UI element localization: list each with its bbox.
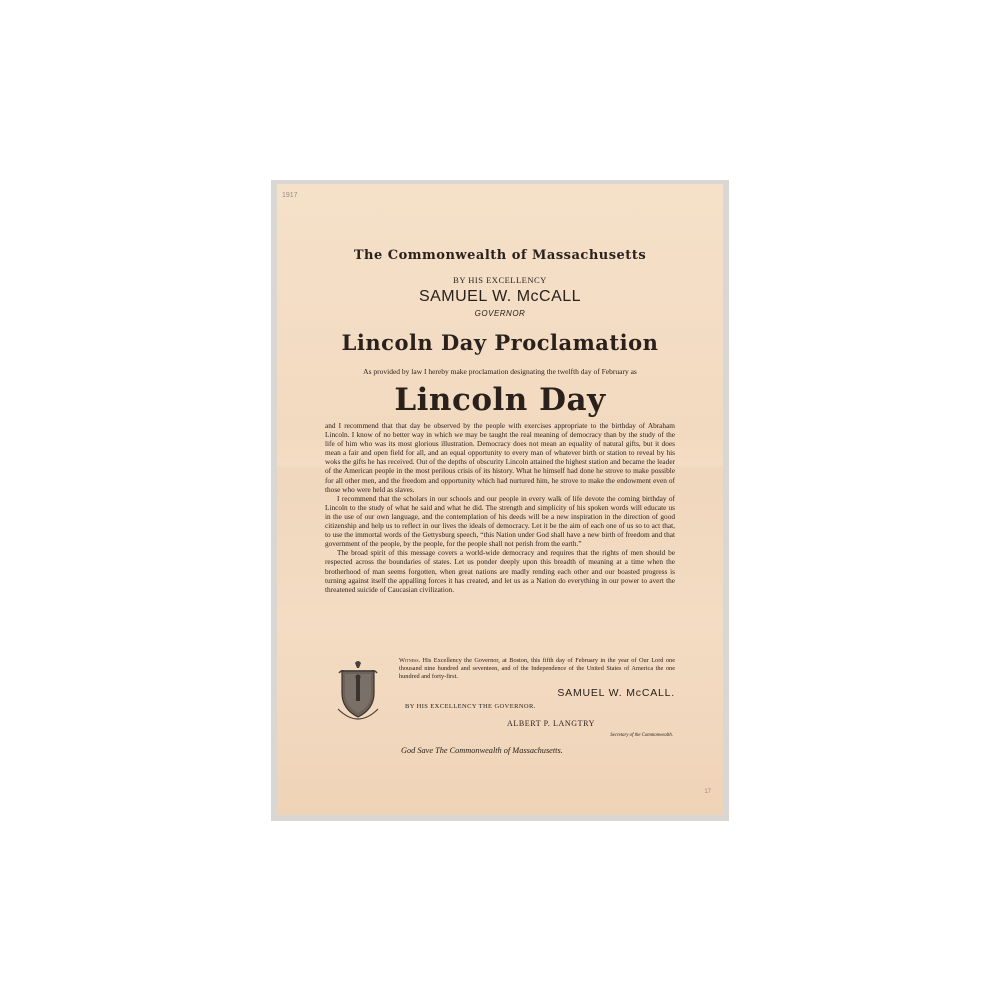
secretary-signature: ALBERT P. LANGTRY <box>507 719 596 728</box>
witness-label: Witness. <box>399 657 421 664</box>
state-seal-icon <box>335 659 381 721</box>
by-his-excellency: BY HIS EXCELLENCY <box>453 275 547 285</box>
by-his-excellency-the-governor: BY HIS EXCELLENCY THE GOVERNOR. <box>405 703 536 710</box>
paragraph: and I recommend that that day be observed by the people with exercises appropriate to the birthday of Abraham Lincoln. I know of no better way in which we may be taught the real meaning of democracy than by the study of the life of him who was its most glorious illustration. Democracy does not mean an equality of natural gifts, but it does mean a fair and open field for all, and an equal opportunity to every man of whatever birth or station to reveal by his woks the gifts he has received. Out of the depths of obscurity Lincoln attained the highest station and became the leader of the American people in the most perilous crisis of its history. What he himself had done he strove to make possible for all other men, and the freedom and opportunity which had nurtured him, he strove to make the endowment even of those who were held as slaves. <box>325 421 675 494</box>
commonwealth-heading: The Commonwealth of Massachusetts <box>353 248 647 263</box>
intro-line: As provided by law I hereby make proclamation designating the twelfth day of February as <box>363 367 637 376</box>
paragraph: I recommend that the scholars in our schools and our people in every walk of life devote the coming birthday of Lincoln to the study of what he said and what he did. The strength and simplicity of his spoken words will educate us in the use of our own language, and the contemplation of his deeds will be a new inspiration in the direction of good citizenship and help us to reflect in our lives the ideals of democracy. Let it be the aim of each one of us so to act that, to use the immortal words of the Gettysburg speech, “this Nation under God shall have a new birth of freedom and that government of the people, by the people, for the people shall not perish from the earth.” <box>325 493 675 549</box>
witness-text: His Excellency the Governor, at Boston, this fifth day of February in the year of Our Lord one thousand nine hundred and seventeen, and of the Independence of the United States of America the one hundred and forty-first. <box>399 657 675 680</box>
lincoln-day-title: Lincoln Day <box>394 382 606 418</box>
pencil-note-year: 1917 <box>282 192 298 199</box>
governor-name: SAMUEL W. McCALL <box>418 288 582 305</box>
paragraph: The broad spirit of this message covers a world-wide democracy and requires that the rights of men should be respected across the boundaries of states. Let us ponder deeply upon this breadth of meaning at a time when the brotherhood of man seems forgotten, when great nations are madly rending each other and our boasted progress is turning against itself the appalling forces it has created, and let us as a Nation do everything in our power to avert the threatened suicide of Caucasian civilization. <box>325 548 675 594</box>
closing-line: God Save The Commonwealth of Massachusetts. <box>401 746 563 755</box>
proclamation-title: Lincoln Day Proclamation <box>341 330 659 355</box>
proclamation-body <box>325 421 675 594</box>
governor-signature: SAMUEL W. McCALL. <box>557 687 675 699</box>
pencil-note-page: 17 <box>704 789 711 795</box>
witness-clause <box>399 657 675 681</box>
secretary-title: Secretary of the Commonwealth. <box>610 733 673 738</box>
proclamation-sheet <box>277 184 723 815</box>
governor-title: GOVERNOR <box>474 309 526 318</box>
